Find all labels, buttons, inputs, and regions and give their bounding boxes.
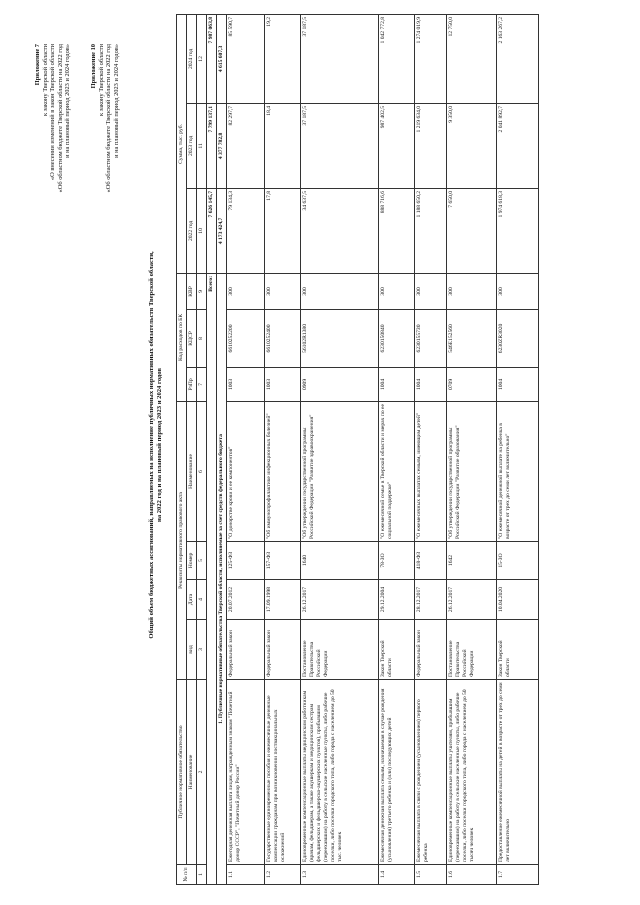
cell-ksr: 6610252400 [265, 309, 301, 367]
section-title: 1. Публичные нормативные обязательства Тверской области, исполняемые за счет средств федерального бюджета [217, 273, 227, 884]
cell-v2022: 888 716,6 [379, 188, 415, 273]
cell-v2022: 34 637,5 [301, 188, 379, 273]
cell-act: "О ежемесячных выплатах семьям, имеющим детей" [415, 401, 447, 541]
section-2023: 4 377 782,8 [217, 103, 227, 188]
header-2022: 2022 год [187, 188, 197, 273]
total-2024: 7 987 063,8 [207, 14, 217, 103]
col-number: 2 [197, 680, 207, 865]
cell-name: Единовременные компенсационные выплаты учителям, прибывшим (переехавшим) на работу в сельские населенные пункты, либо рабочие поселки, либо поселки городского типа, либо города с населением до 50 тысяч человек [447, 680, 497, 865]
annex-7-title: Приложение 7 [34, 44, 41, 86]
cell-date: 17.09.1998 [265, 580, 301, 620]
cell-act: "О ежемесячной семье в Тверской области и мерах по ее социальной поддержке" [379, 401, 415, 541]
cell-rzpr: 1004 [415, 367, 447, 401]
header-name: Наименование [187, 680, 197, 865]
annex-10-title: Приложение 10 [90, 44, 97, 89]
cell-v2023: 82 297,7 [227, 103, 265, 188]
section-2024: 4 615 607,3 [217, 14, 227, 103]
cell-no: 1.6 [447, 865, 497, 885]
cell-name: Предоставление ежемесячной выплаты на детей в возрасте от трех до семи лет включительно [497, 680, 539, 865]
cell-number: 125-ФЗ [227, 542, 265, 580]
cell-number: 418-ФЗ [415, 542, 447, 580]
cell-kvr: 300 [447, 273, 497, 309]
annex-7-line: «Об областном бюджете Тверской области на 2022 год [56, 44, 64, 193]
total-label: Всего: [207, 273, 217, 884]
cell-act: "Об утверждении государственной программы Российской Федерации "Развитие образования" [447, 401, 497, 541]
cell-ksr: 62301557З0 [415, 309, 447, 367]
cell-v2022: 17,8 [265, 188, 301, 273]
annex-10-header [90, 44, 120, 192]
cell-ksr: 56102R1380 [301, 309, 379, 367]
cell-v2024: 1 274 019,9 [415, 14, 447, 103]
cell-date: 10.04.2020 [497, 580, 539, 620]
table-row [379, 14, 415, 884]
cell-act: "Об иммунопрофилактике инфекционных болезней" [265, 401, 301, 541]
header-kind: вид [187, 620, 197, 680]
cell-kind: Постановление Правительства Российской Федерации [447, 620, 497, 680]
cell-v2022: 1 188 650,2 [415, 188, 447, 273]
col-number: 5 [197, 542, 207, 580]
cell-name: Единовременные компенсационные выплаты медицинским работникам (врачам, фельдшерам, а также акушеркам и медицинским сестрам фельдшерских и фельдшерско-акушерских пунктов), прибывшим (переехавшим) на работу в сельские населенные пункты, либо рабочие поселки, либо поселки городского типа, либо города с населением до 50 тыс. человек [301, 680, 379, 865]
subheader-row [187, 14, 197, 884]
cell-kvr: 300 [301, 273, 379, 309]
header-sum: Сумма, тыс. руб. [177, 14, 187, 273]
cell-v2023: 37 187,5 [301, 103, 379, 188]
cell-name: Ежемесячная денежная выплата семьям, назначаемая в случае рождения (усыновления) третьего ребенка и (или) последующих детей [379, 680, 415, 865]
annex-10-line: «Об областном бюджете Тверской области на 2022 год [105, 44, 113, 193]
cell-number: 15-ЗО [497, 542, 539, 580]
col-number: 12 [197, 14, 207, 103]
cell-date: 20.07.2012 [227, 580, 265, 620]
document-title [148, 105, 164, 785]
annex-10-line: и на плановый период 2023 и 2024 годов» [112, 44, 120, 158]
cell-v2023: 18,4 [265, 103, 301, 188]
total-2022: 7 626 145,7 [207, 188, 217, 273]
cell-no: 1.4 [379, 865, 415, 885]
table-row [265, 14, 301, 884]
cell-date: 26.12.2017 [447, 580, 497, 620]
header-2023: 2023 год [187, 103, 197, 188]
cell-no: 1.1 [227, 865, 265, 885]
header-ksr: КЦСР [187, 309, 197, 367]
cell-v2023: 1 219 634,0 [415, 103, 447, 188]
cell-kind: Федеральный закон [227, 620, 265, 680]
cell-date: 26.12.2017 [301, 580, 379, 620]
cell-kvr: 300 [497, 273, 539, 309]
header-act-name: Наименование [187, 401, 197, 541]
cell-kind: Закон Тверской области [379, 620, 415, 680]
cell-kind: Постановление Правительства Российской Федерации [301, 620, 379, 680]
col-number: 3 [197, 620, 207, 680]
cell-no: 1.3 [301, 865, 379, 885]
cell-kvr: 300 [265, 273, 301, 309]
annex-10-line: к закону Тверской области [97, 44, 105, 117]
annex-7-line: «О внесении изменений в закон Тверской области [49, 44, 57, 181]
cell-v2023: 2 041 892,7 [497, 103, 539, 188]
cell-rzpr: 1004 [497, 367, 539, 401]
cell-number: 78-ЗО [379, 542, 415, 580]
header-rzpr: РзПр [187, 367, 197, 401]
table-row [447, 14, 497, 884]
cell-kind: Закон Тверской области [497, 620, 539, 680]
header-2024: 2024 год [187, 14, 197, 103]
cell-number: 1642 [447, 542, 497, 580]
cell-rzpr: 1003 [227, 367, 265, 401]
cell-v2023: 987 402,5 [379, 103, 415, 188]
col-number: 6 [197, 401, 207, 541]
cell-v2023: 9 350,0 [447, 103, 497, 188]
col-number: 8 [197, 309, 207, 367]
cell-no: 1.2 [265, 865, 301, 885]
title-line: на 2022 год и на плановый период 2023 и 2024 годов [156, 368, 163, 522]
header-no: № п/п [177, 865, 197, 885]
cell-kind: Федеральный закон [265, 620, 301, 680]
total-2023: 7 799 137,1 [207, 103, 217, 188]
cell-number: 157-ФЗ [265, 542, 301, 580]
cell-no: 1.5 [415, 865, 447, 885]
header-obligation: Публичное нормативное обязательство [177, 680, 187, 865]
cell-v2022: 7 650,0 [447, 188, 497, 273]
cell-rzpr: 0909 [301, 367, 379, 401]
header-requisites: Реквизиты нормативного правового акта [177, 401, 187, 679]
title-line: Общий объем бюджетных ассигнований, направляемых на исполнение публичных нормативных обязательств Тверской области, [148, 251, 155, 639]
cell-act: "Об утверждении государственной программы Российской Федерации "Развитие здравоохранения" [301, 401, 379, 541]
annex-7-line: к закону Тверской области [41, 44, 49, 117]
cell-name: Ежегодная денежная выплата лицам, награжденным знаком "Почетный донор СССР", "Почетный донор России" [227, 680, 265, 865]
cell-v2024: 85 590,7 [227, 14, 265, 103]
cell-date: 29.12.2004 [379, 580, 415, 620]
total-row [207, 14, 217, 884]
cell-ksr: 6610252200 [227, 309, 265, 367]
table-row [415, 14, 447, 884]
cell-act: "О ежемесячной денежной выплате на ребенка в возрасте от трех до семи лет включительно" [497, 401, 539, 541]
cell-kvr: 300 [379, 273, 415, 309]
cell-v2024: 12 750,0 [447, 14, 497, 103]
col-number: 9 [197, 273, 207, 309]
section-row [217, 14, 227, 884]
table-body [227, 14, 539, 884]
header-number: Номер [187, 542, 197, 580]
header-budget-code: Код расходов по БК [177, 273, 187, 401]
annex-7-line: и на плановый период 2023 и 2024 годов» [64, 44, 72, 158]
table-row [227, 14, 265, 884]
cell-date: 28.12.2017 [415, 580, 447, 620]
header-kvr: КВР [187, 273, 197, 309]
cell-ksr: 546Е152560 [447, 309, 497, 367]
cell-kind: Федеральный закон [415, 620, 447, 680]
table-row [497, 14, 539, 884]
cell-rzpr: 1003 [265, 367, 301, 401]
cell-rzpr: 0709 [447, 367, 497, 401]
section-2022: 4 173 424,7 [217, 188, 227, 273]
annex-7-header [34, 44, 72, 192]
cell-ksr: 6230150840 [379, 309, 415, 367]
cell-act: "О донорстве крови и ее компонентов" [227, 401, 265, 541]
cell-v2024: 37 187,5 [301, 14, 379, 103]
col-number: 7 [197, 367, 207, 401]
cell-no: 1.7 [497, 865, 539, 885]
cell-v2024: 1 042 772,8 [379, 14, 415, 103]
cell-name: Ежемесячная выплата в связи с рождением (усыновлением) первого ребенка [415, 680, 447, 865]
col-number: 1 [197, 865, 207, 885]
col-number: 10 [197, 188, 207, 273]
header-date: Дата [187, 580, 197, 620]
col-number: 4 [197, 580, 207, 620]
cell-name: Государственные единовременные пособия и ежемесячные денежные компенсации гражданам при возникновении поствакцинальных осложнений [265, 680, 301, 865]
cell-v2022: 79 134,3 [227, 188, 265, 273]
column-number-row [197, 14, 207, 884]
cell-kvr: 300 [415, 273, 447, 309]
col-number: 11 [197, 103, 207, 188]
obligations-table [176, 14, 539, 885]
cell-v2024: 2 163 267,2 [497, 14, 539, 103]
table-row [301, 14, 379, 884]
header-row [177, 14, 187, 884]
cell-number: 1640 [301, 542, 379, 580]
cell-v2024: 19,2 [265, 14, 301, 103]
cell-rzpr: 1004 [379, 367, 415, 401]
cell-ksr: 6230ZR3020 [497, 309, 539, 367]
cell-kvr: 300 [227, 273, 265, 309]
cell-v2022: 1 974 618,3 [497, 188, 539, 273]
